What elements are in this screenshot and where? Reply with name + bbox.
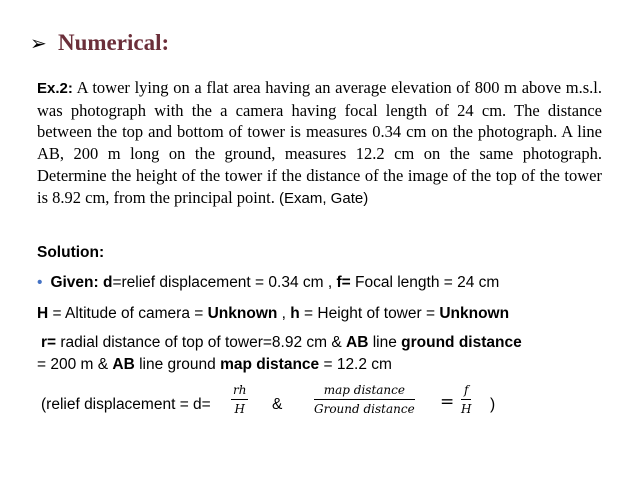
ab-text-3: = 12.2 cm (319, 356, 392, 373)
ab-text-1: = 200 m & (37, 356, 113, 373)
arrow-bullet-icon: ➢ (30, 31, 47, 55)
ground-distance-label: ground distance (401, 334, 522, 351)
heading-title: Numerical: (58, 30, 170, 55)
map-distance-label: map distance (220, 356, 320, 373)
focal-label: f= (336, 274, 351, 291)
formula-open: (relief displacement = d= (41, 396, 211, 413)
formula-close: ) (490, 396, 496, 413)
given-line (37, 274, 499, 292)
radial-line (41, 334, 522, 352)
slide-heading (30, 30, 169, 56)
height-text: = Height of tower = (299, 305, 440, 322)
altitude-line (37, 305, 509, 323)
height-label: h (290, 305, 300, 322)
radial-text: radial distance of top of tower=8.92 cm & (56, 334, 347, 351)
solution-label: Solution: (37, 244, 105, 261)
frac1-bar (231, 399, 248, 400)
frac2-numerator: map distance (323, 383, 405, 397)
ab-line (37, 356, 392, 374)
altitude-label: H (37, 305, 49, 322)
fraction-f-over-H (461, 383, 471, 416)
given-label: Given: d (50, 274, 113, 291)
frac3-denominator: H (461, 402, 472, 416)
frac2-denominator: Ground distance (314, 402, 415, 416)
fraction-map-over-ground (314, 383, 415, 416)
frac3-numerator: f (464, 383, 469, 397)
height-unknown: Unknown (439, 305, 510, 322)
frac3-bar (461, 399, 471, 400)
frac1-denominator: H (234, 402, 245, 416)
altitude-unknown: Unknown (207, 305, 278, 322)
altitude-text: = Altitude of camera = (48, 305, 208, 322)
fraction-rh-over-H (231, 383, 248, 416)
frac1-numerator: rh (233, 383, 247, 397)
given-text: =relief displacement = 0.34 cm , (112, 274, 333, 291)
ab-text-2: line ground (134, 356, 221, 373)
example-text: A tower lying on a flat area having an average elevation of 800 m above m.s.l. was photograph with the a camera having focal length of 24 cm. The distance between the top and bottom of tower is measures 0.34 cm on the photograph. A line AB, 200 m long on the ground, measures 12.2 cm on the same photograph. Determine the height of the tower if the distance of the image of the top of the tower is 8.92 cm, from the principal point. (37, 78, 602, 207)
ab-label-2: AB (112, 356, 135, 373)
focal-text: Focal length = 24 cm (350, 274, 500, 291)
radial-label: r= (41, 334, 57, 351)
equals-sign: = (440, 392, 455, 412)
frac2-bar (314, 399, 415, 400)
bullet-icon: • (37, 274, 43, 291)
ampersand: & (272, 396, 283, 413)
example-label: Ex.2: (37, 80, 73, 97)
problem-statement (37, 77, 602, 209)
example-source: (Exam, Gate) (274, 189, 369, 207)
ab-label-1: AB (346, 334, 369, 351)
radial-text-2: line (368, 334, 402, 351)
separator: , (277, 305, 291, 322)
